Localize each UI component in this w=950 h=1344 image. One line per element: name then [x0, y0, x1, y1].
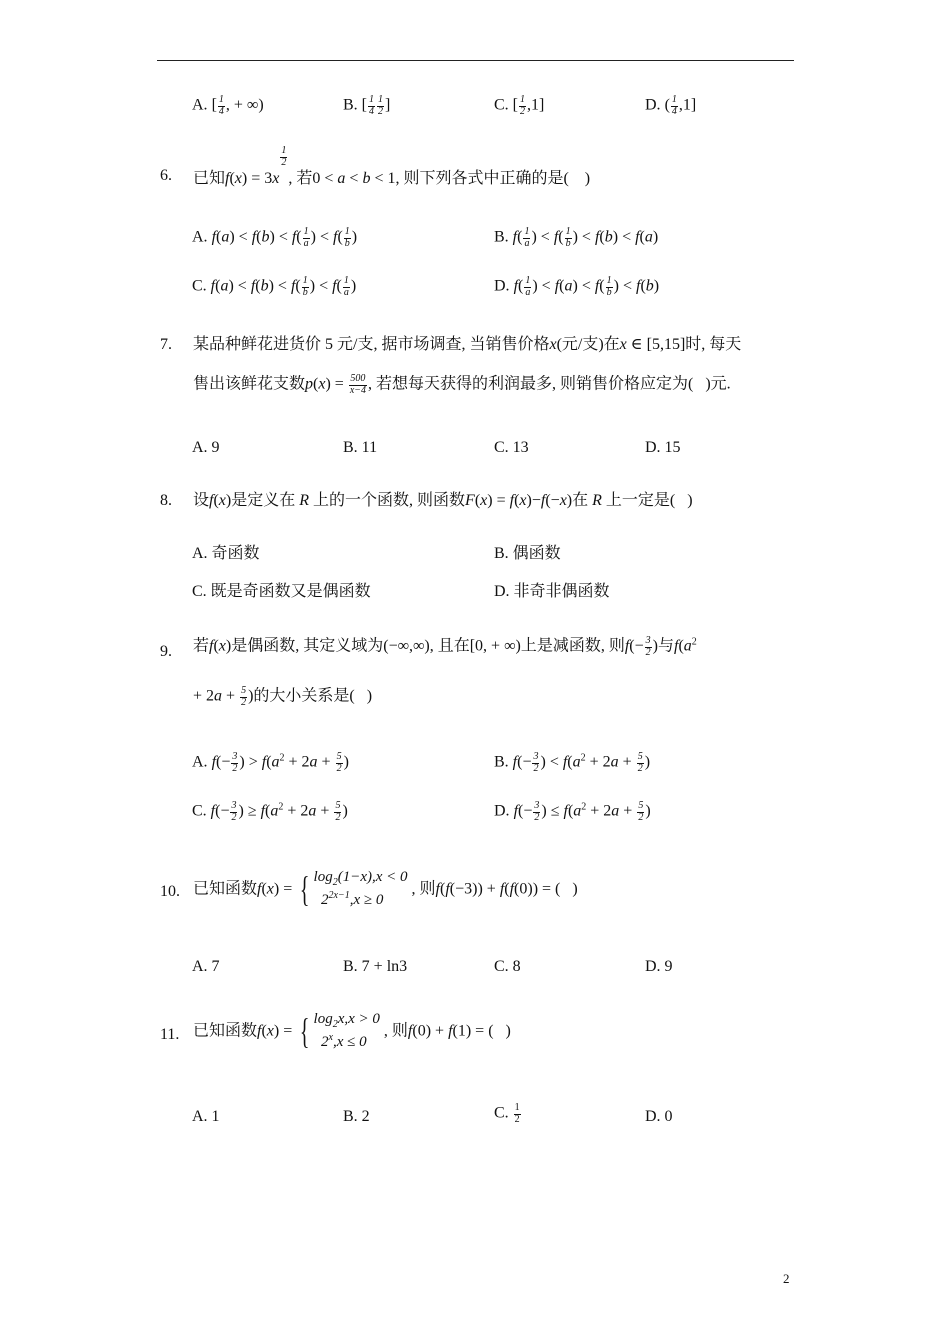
q11-number: 11. — [160, 1026, 180, 1043]
q10-stem: 已知函数f(x) = { $\log_2(1-x),x < 0$ $2^{2x-1},x \ge 0$ , 则f(f(−3)) + f(f(0)) = ( ) — [193, 869, 578, 910]
q6-option-a: A. f(a) < f(b) < f( $\frac{1}{a}$ ) < f( $\frac{1}{b}$ ) — [192, 226, 358, 249]
q6-option-d: D. f( $\frac{1}{a}$ ) < f(a) < f( $\frac{1}{b}$ ) < f(b) — [494, 275, 660, 298]
q6-stem: 已知f(x) = 3x $\frac{1}{2}$ , 若0 < a < b < 1, 则下列各式中正确的是( ) — [193, 145, 591, 187]
q11-option-a: A. 1 — [192, 1108, 220, 1125]
q6-option-b: B. f( $\frac{1}{a}$ ) < f( $\frac{1}{b}$ ) < f(b) < f(a) — [494, 226, 659, 249]
q10-option-b: B. 7 + ln3 — [343, 958, 408, 975]
q7-stem-line1: 某品种鲜花进货价 5 元/支, 据市场调查, 当销售价格x(元/支)在x ∈ [5,15]时, 每天 — [193, 336, 742, 353]
q7-option-a: A. 9 — [192, 439, 220, 456]
q8-option-d: D. 非奇非偶函数 — [494, 583, 610, 600]
q11-stem: 已知函数f(x) = { $\log_2x,x > 0$ $2^x,x \le 0$ , 则f(0) + f(1) = ( ) — [193, 1011, 511, 1052]
q8-option-b: B. 偶函数 — [494, 545, 561, 562]
q9-option-b: B. f(− $\frac{3}{2}$ ) < $f(a^2 + 2a$ + $\frac{5}{2}$ ) — [494, 751, 651, 774]
q10-option-a: A. 7 — [192, 958, 220, 975]
q9-stem-line1: 若f(x)是偶函数, 其定义域为(−∞,∞), 且在[0, + ∞)上是减函数, 则f(− $\frac{3}{2}$ )与$f(a^2$ — [193, 635, 697, 658]
q8-stem: 设f(x)是定义在 R 上的一个函数, 则函数F(x) = f(x)−f(−x)在 R 上一定是( ) — [193, 492, 693, 509]
q8-option-c: C. 既是奇函数又是偶函数 — [192, 583, 371, 600]
q10-option-d: D. 9 — [645, 958, 673, 975]
q10-number: 10. — [160, 883, 180, 900]
q5-option-d: D. ( $\frac{1}{4}$ ,1] — [645, 94, 697, 117]
q9-option-d: D. f(− $\frac{3}{2}$ ) ≤ $f(a^2 + 2a$ + $\frac{5}{2}$ ) — [494, 800, 651, 823]
page-number: 2 — [783, 1271, 790, 1286]
q5-option-b: B. [ $\frac{1}{4}$ $\frac{1}{2}$ ] — [343, 94, 391, 117]
q9-stem-line2: + 2a + $\frac{5}{2}$ )的大小关系是( ) — [193, 685, 373, 708]
q5-option-a: A. [ $\frac{1}{4}$ , + ∞) — [192, 94, 264, 117]
q5-option-c: C. [ $\frac{1}{2}$ ,1] — [494, 94, 545, 117]
q9-number: 9. — [160, 643, 172, 660]
q7-stem-line2: 售出该鲜花支数p(x) = $\frac{500}{x-4}$ , 若想每天获得的利润最多, 则销售价格应定为( )元. — [193, 373, 731, 396]
q9-option-a: A. f(− $\frac{3}{2}$ ) > $f(a^2 + 2a$ + $\frac{5}{2}$ ) — [192, 751, 349, 774]
q9-option-c: C. f(− $\frac{3}{2}$ ) ≥ $f(a^2 + 2a$ + $\frac{5}{2}$ ) — [192, 800, 348, 823]
q8-number: 8. — [160, 492, 172, 509]
q7-option-d: D. 15 — [645, 439, 681, 456]
q11-option-b: B. 2 — [343, 1108, 370, 1125]
q7-option-b: B. 11 — [343, 439, 378, 456]
q8-option-a: A. 奇函数 — [192, 545, 260, 562]
q10-option-c: C. 8 — [494, 958, 521, 975]
q6-number: 6. — [160, 167, 172, 184]
header-rule — [157, 60, 794, 61]
q11-option-c: C. $\frac{1}{2}$ — [494, 1102, 520, 1125]
q7-option-c: C. 13 — [494, 439, 529, 456]
q11-option-d: D. 0 — [645, 1108, 673, 1125]
q7-number: 7. — [160, 336, 172, 353]
q6-option-c: C. f(a) < f(b) < f( $\frac{1}{b}$ ) < f( $\frac{1}{a}$ ) — [192, 275, 357, 298]
